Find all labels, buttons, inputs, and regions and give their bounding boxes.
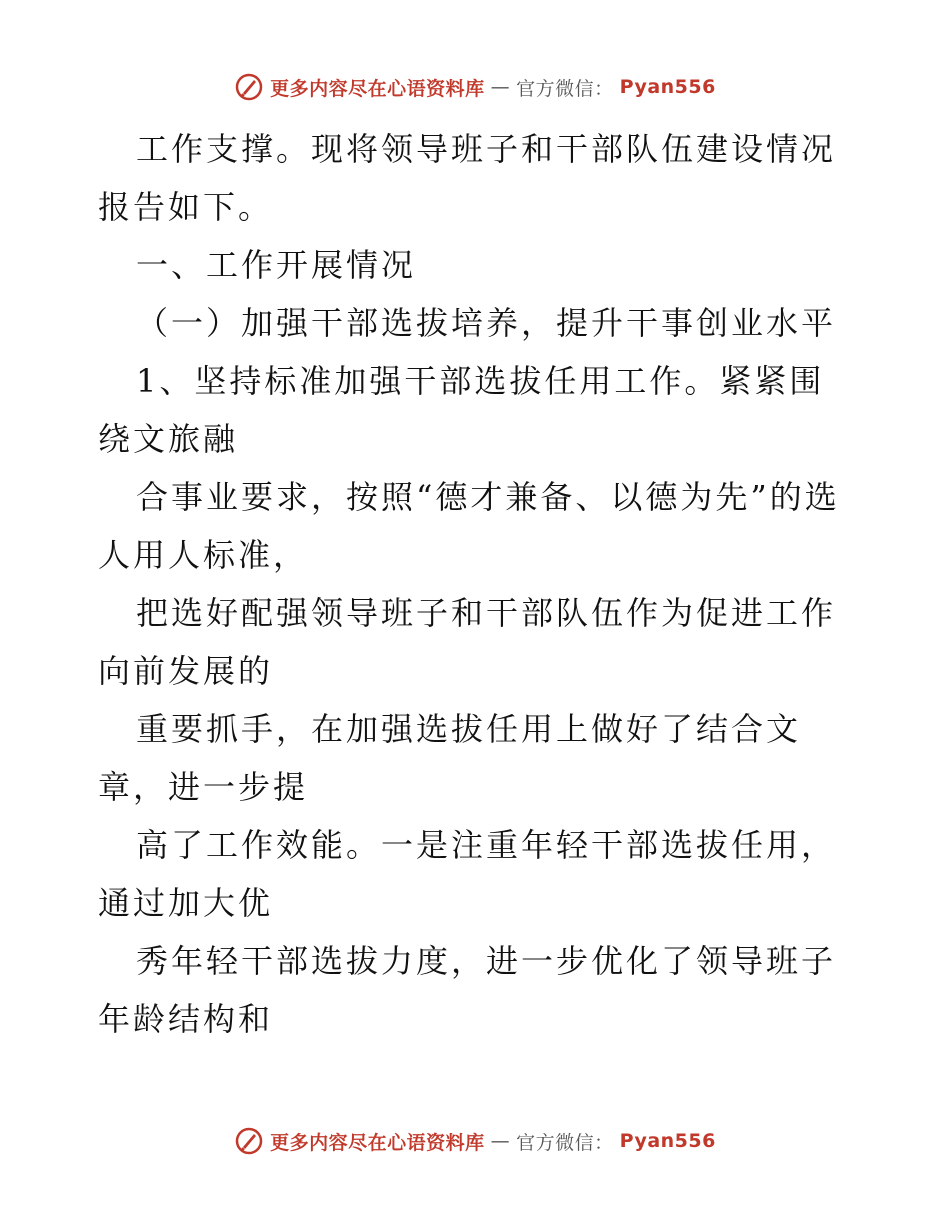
watermark-wechat-id: Pyan556 — [619, 1130, 716, 1152]
watermark-wechat-id: Pyan556 — [619, 76, 716, 98]
paragraph-6: 高了工作效能。一是注重年轻干部选拔任用，通过加大优 — [98, 826, 837, 922]
paragraph-3: 合事业要求，按照“德才兼备、以德为先”的选人用人标准， — [98, 478, 840, 574]
paragraph-4: 把选好配强领导班子和干部队伍作为促进工作向前发展的 — [98, 594, 837, 690]
watermark-site-text: 更多内容尽在心语资料库 — [270, 77, 485, 100]
quill-seal-icon — [234, 1126, 264, 1156]
paragraph-2: 1、坚持标准加强干部选拔任用工作。紧紧围绕文旅融 — [98, 362, 825, 458]
watermark-dash: — — [490, 76, 511, 98]
subsection-heading: （一）加强干部选拔培养，提升干事创业水平 — [136, 304, 837, 342]
watermark-dash: — — [490, 1130, 511, 1152]
section-heading: 一、工作开展情况 — [136, 246, 417, 284]
watermark-wechat-label: 官方微信： — [516, 1131, 614, 1154]
document-body — [98, 120, 858, 1048]
paragraph-1: 工作支撑。现将领导班子和干部队伍建设情况报告如下。 — [98, 130, 837, 226]
watermark-wechat-label: 官方微信： — [516, 77, 614, 100]
watermark-site-text: 更多内容尽在心语资料库 — [270, 1131, 485, 1154]
header-watermark — [0, 72, 950, 102]
quill-seal-icon — [234, 72, 264, 102]
paragraph-5: 重要抓手，在加强选拔任用上做好了结合文章，进一步提 — [98, 710, 802, 806]
paragraph-7: 秀年轻干部选拔力度，进一步优化了领导班子年龄结构和 — [98, 942, 837, 1038]
footer-watermark — [0, 1126, 950, 1156]
